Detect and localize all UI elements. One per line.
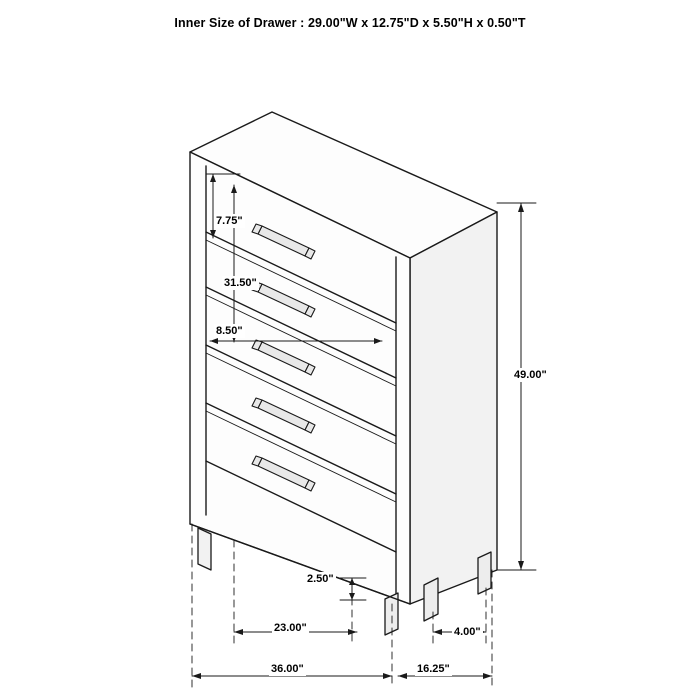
- label-drawer-inner-width: 8.50": [216, 325, 243, 337]
- dim-49-00: [497, 203, 536, 570]
- label-drawer-bank-height: 31.50": [224, 277, 257, 289]
- label-front-inset-width: 23.00": [274, 622, 307, 634]
- label-total-depth: 16.25": [417, 663, 450, 675]
- label-total-width: 36.00": [271, 663, 304, 675]
- label-side-leg-offset: 4.00": [454, 626, 481, 638]
- label-leg-height: 2.50": [307, 573, 334, 585]
- label-top-drawer-height: 7.75": [216, 215, 243, 227]
- chest-right-side-panel: [410, 212, 497, 604]
- page-title: Inner Size of Drawer : 29.00"W x 12.75"D x 5.50"H x 0.50"T: [174, 16, 526, 30]
- label-total-height: 49.00": [514, 369, 547, 381]
